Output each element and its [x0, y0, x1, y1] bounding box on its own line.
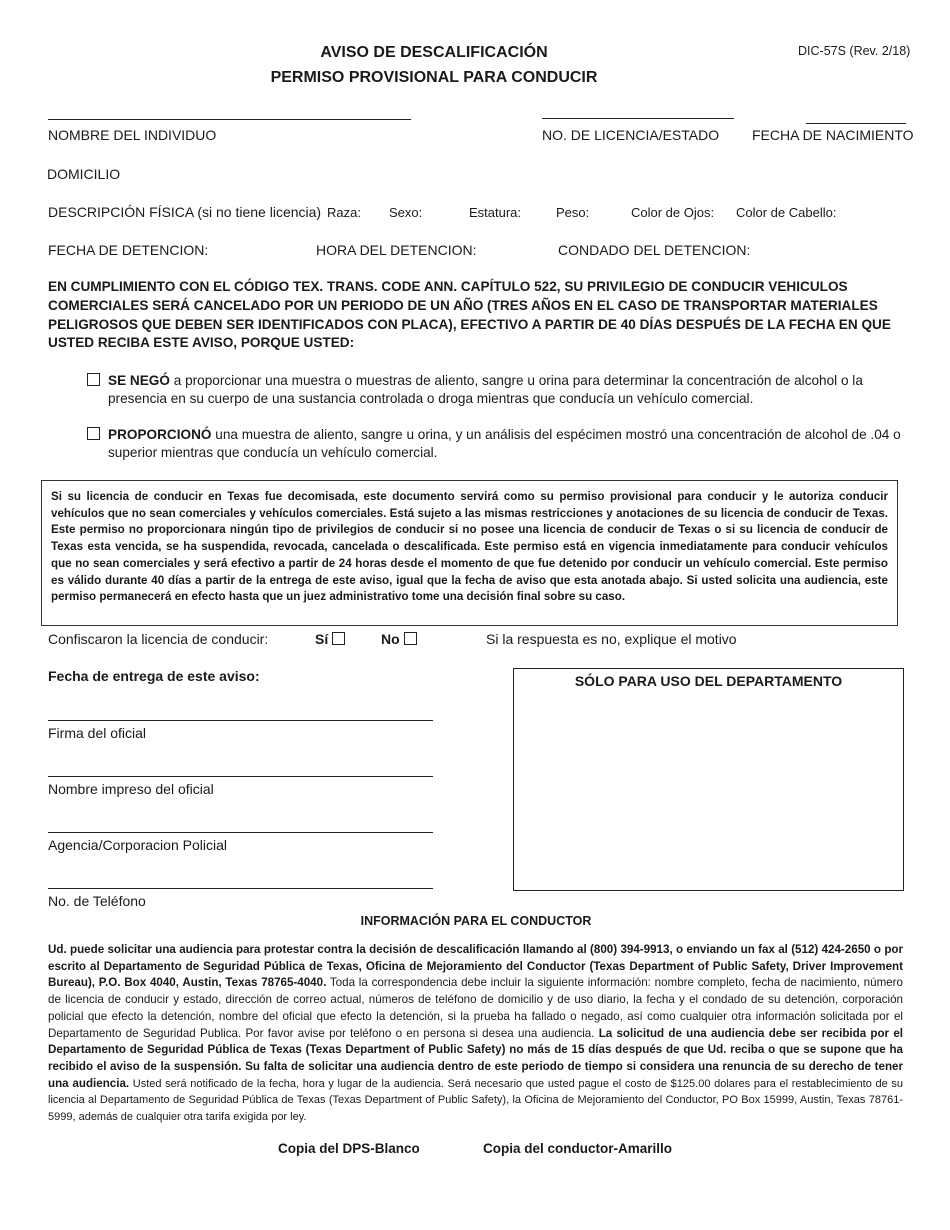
option-provided-text: una muestra de aliento, sangre u orina, y un análisis del espécimen mostró una concentración de alcohol de .04 o superior mientras que conducía un vehículo comercial.: [108, 427, 901, 460]
delivery-date-label: Fecha de entrega de este aviso:: [48, 668, 260, 684]
confiscated-no-label: No: [381, 631, 400, 647]
phone-line[interactable]: [48, 888, 433, 889]
option-refused-checkbox[interactable]: [87, 372, 100, 390]
permit-box: [41, 480, 898, 626]
confiscated-yes-checkbox[interactable]: [332, 632, 345, 645]
form-subtitle: PERMISO PROVISIONAL PARA CONDUCIR: [270, 69, 598, 86]
option-refused: [108, 372, 903, 408]
driver-info-deadline: La solicitud de una audiencia debe ser recibida por el Departamento de Seguridad Pública de Texas (Texas Department of Public Safety) no más de 15 días después de que Ud. reciba o que se supone que ha recibido el aviso de la suspensión. Su falta de solicitar una audiencia dentro de este periodo de tiempo si considera una renuncia de su derecho de tener una audiencia.: [48, 1026, 903, 1090]
form-code: DIC-57S (Rev. 2/18): [798, 44, 911, 58]
driver-info-fees: Usted será notificado de la fecha, hora y lugar de la audiencia. Será necesario que usted pague el costo de $125.00 dolares para el restablecimiento de su licencia al Departamento de Seguridad Pública de Texas (Texas Department of Public Safety), la Oficina de Mejoramiento del Conductor, PO Box 15999, Austin, Texas 78761-5999, además de cualquier otra tarifa exigida por ley.: [48, 1077, 903, 1124]
name-line[interactable]: [48, 119, 411, 120]
copy-driver: Copia del conductor-Amarillo: [483, 1141, 673, 1156]
permit-text: Si su licencia de conducir en Texas fue decomisada, este documento servirá como su permiso provisional para conducir y le autoriza conducir vehículos que no sean comerciales y vehículos comerciales. Está sujeto a las mismas restricciones y anotaciones de su licencia de conducir de Texas. Este permiso no proporcionara ningún tipo de privilegios de conducir si no posee una licencia de conducir de Texas o si su licencia de conducir de Texas esta vencida, se ha suspendida, revocada, cancelada o descalificada. Este permiso está en vigencia inmediatamente para conducir vehículos que no sean comerciales y será efectivo a partir de 24 horas desde el momento de que fue detenido por conducir un vehículo comercial. Este permiso es válido durante 40 días a partir de la entrega de este aviso, igual que la fecha de aviso que esta anotada abajo. Si usted solicita una audiencia, este permiso permanecerá en efecto hasta que un juez administrativo tome una decisión final sobre su caso.: [51, 490, 888, 604]
copy-dps: Copia del DPS-Blanco: [278, 1141, 420, 1156]
address-label: DOMICILIO: [47, 166, 121, 182]
agency-line[interactable]: [48, 832, 433, 833]
officer-signature-label: Firma del oficial: [48, 725, 147, 741]
option-refused-lead: SE NEGÓ: [108, 373, 170, 388]
sex-label: Sexo:: [389, 205, 423, 220]
confiscated-yes-label: Sí: [315, 631, 329, 647]
confiscated-explain: Si la respuesta es no, explique el motivo: [486, 631, 737, 647]
driver-info-hearing: Ud. puede solicitar una audiencia para protestar contra la decisión de descalificación llamando al (800) 394-9913, o enviando un fax al (512) 424-2650 o por escrito al Departamento de Seguridad Pública de Texas, Oficina de Mejoramiento del Conductor (Texas Department of Public Safety, Driver Improvement Bureau), P.O. Box 4040, Austin, Texas 78765-4040.: [48, 943, 903, 990]
phone-label: No. de Teléfono: [48, 893, 146, 909]
confiscated-question: Confiscaron la licencia de conducir:: [48, 631, 269, 647]
option-provided-checkbox[interactable]: [87, 426, 100, 444]
detention-date-label: FECHA DE DETENCION:: [48, 242, 209, 258]
officer-name-label: Nombre impreso del oficial: [48, 781, 214, 797]
license-label: NO. DE LICENCIA/ESTADO: [542, 127, 720, 143]
department-box-title: SÓLO PARA USO DEL DEPARTAMENTO: [574, 673, 843, 689]
option-refused-text: a proporcionar una muestra o muestras de aliento, sangre u orina para determinar la concentración de alcohol o la presencia en su cuerpo de una sustancia controlada o droga mientras que conducía un vehículo comercial.: [108, 373, 863, 406]
notice-paragraph: EN CUMPLIMIENTO CON EL CÓDIGO TEX. TRANS. CODE ANN. CAPÍTULO 522, SU PRIVILEGIO DE CONDUCIR VEHICULOS COMERCIALES SERÁ CANCELADO POR UN PERIODO DE UN AÑO (TRES AÑOS EN EL CASO DE TRANSPORTAR MATERIALES PELIGROSOS QUE DEBEN SER IDENTIFICADOS CON PLACA), EFECTIVO A PARTIR DE 40 DÍAS DESPUÉS DE LA FECHA EN QUE USTED RECIBA ESTE AVISO, PORQUE USTED:: [48, 279, 891, 351]
physical-description-label: DESCRIPCIÓN FÍSICA (si no tiene licencia): [48, 204, 322, 220]
agency-label: Agencia/Corporacion Policial: [48, 837, 227, 853]
driver-info-heading: INFORMACIÓN PARA EL CONDUCTOR: [360, 914, 592, 928]
weight-label: Peso:: [556, 205, 590, 220]
name-label: NOMBRE DEL INDIVIDUO: [48, 127, 217, 143]
confiscated-no-checkbox[interactable]: [404, 632, 417, 645]
detention-time-label: HORA DEL DETENCION:: [316, 242, 477, 258]
dob-line[interactable]: [806, 123, 906, 124]
hair-color-label: Color de Cabello:: [736, 205, 837, 220]
form-title: AVISO DE DESCALIFICACIÓN: [320, 44, 548, 61]
license-line[interactable]: [542, 118, 734, 119]
option-provided-lead: PROPORCIONÓ: [108, 427, 212, 442]
confiscated-yes[interactable]: [315, 631, 345, 647]
eye-color-label: Color de Ojos:: [631, 205, 715, 220]
driver-info-text: [48, 942, 903, 1126]
dob-label: FECHA DE NACIMIENTO: [752, 127, 914, 143]
detention-county-label: CONDADO DEL DETENCION:: [558, 242, 751, 258]
race-label: Raza:: [327, 205, 361, 220]
height-label: Estatura:: [469, 205, 522, 220]
department-use-box: [513, 668, 904, 891]
driver-info-correspondence: Toda la correspondencia debe incluir la siguiente información: nombre completo, fecha de nacimiento, número de licencia de conducir y estado, dirección de correo actual, números de teléfono de domicilio y de uso diario, la fecha y el condado de su detención, corporación policial que efecto la detención, nombre del oficial que efecto la detención, si la prueba ha fallado o negado, así como cualquier otra información solicitada por el Departamento de Seguridad Publica. Por favor avise por teléfono o en persona si desea una audiencia.: [48, 976, 903, 1040]
option-provided: [108, 426, 903, 462]
officer-signature-line[interactable]: [48, 720, 433, 721]
officer-name-line[interactable]: [48, 776, 433, 777]
confiscated-no[interactable]: [381, 631, 417, 647]
